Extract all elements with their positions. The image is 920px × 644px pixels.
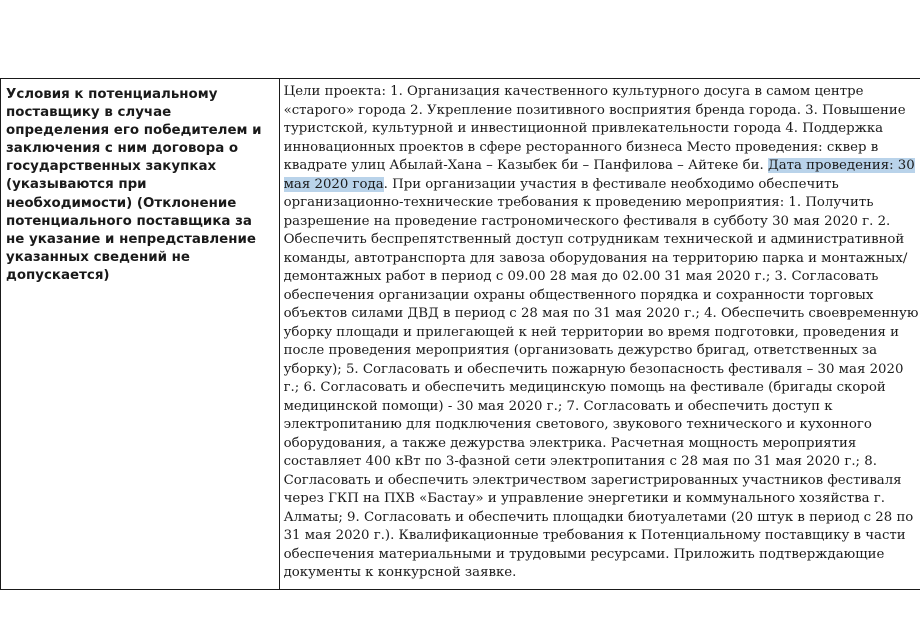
table-row	[1, 79, 920, 590]
content-text-before[interactable]: Цели проекта: 1. Организация качественного культурного досуга в самом центре «старого» города 2. Укрепление позитивного восприятия бренда города. 3. Повышение туристской, культурной и инвестиционной привлекательности города 4. Поддержка инновационных проектов в сфере ресторанного бизнеса Место проведения: сквер в квадрате улиц Абылай-Хана – Казыбек би – Панфилова – Айтеке би.	[283, 84, 906, 173]
requirement-label-cell: Условия к потенциальному поставщику в случае определения его победителем и заключения с ним договора о государственных закупках (указываются при необходимости) (Отклонение потенциального поставщика за не указание и непредставление указанных сведений не допускается)	[1, 79, 280, 590]
conditions-table	[0, 78, 920, 590]
content-text-after[interactable]: . При организации участия в фестивале необходимо обеспечить организационно-технические требования к проведению мероприятия: 1. Получить разрешение на проведение гастрономического фестиваля в субботу 30 мая 2020 г. 2. Обеспечить беспрепятственный доступ сотрудникам технической и административной команды, автотранспорта для завоза оборудования на территорию парка и монтажных/демонтажных работ в период с 09.00 28 мая до 02.00 31 мая 2020 г.; 3. Согласовать обеспечения организации охраны общественного порядка и сохранности торговых объектов силами ДВД в период с 28 мая по 31 мая 2020 г.; 4. Обеспечить своевременную уборку площади и прилегающей к ней территории во время подготовки, проведения и после проведения мероприятия (организовать дежурство бригад, ответственных за уборку); 5. Согласовать и обеспечить пожарную безопасность фестиваля – 30 мая 2020 г.; 6. Согласовать и обеспечить медицинскую помощь на фестивале (бригады скорой медицинской помощи) - 30 мая 2020 г.; 7. Согласовать и обеспечить доступ к электропитанию для подключения светового, звукового технического и кухонного оборудования, а также дежурства электрика. Расчетная мощность мероприятия составляет 400 кВт по 3-фазной сети электропитания с 28 мая по 31 мая 2020 г.; 8. Согласовать и обеспечить электричеством зарегистрированных участников фестиваля через ГКП на ПХВ «Бастау» и управление энергетики и коммунального хозяйства г. Алматы; 9. Согласовать и обеспечить площадки биотуалетами (20 штук в период с 28 по 31 мая 2020 г.). Квалификационные требования к Потенциальному поставщику в части обеспечения материальными и трудовыми ресурсами. Приложить подтверждающие документы к конкурсной заявке.	[283, 176, 919, 580]
requirement-content-cell[interactable]	[279, 79, 920, 590]
selected-text[interactable]: Дата проведения: 30 мая 2020 года	[283, 158, 915, 192]
